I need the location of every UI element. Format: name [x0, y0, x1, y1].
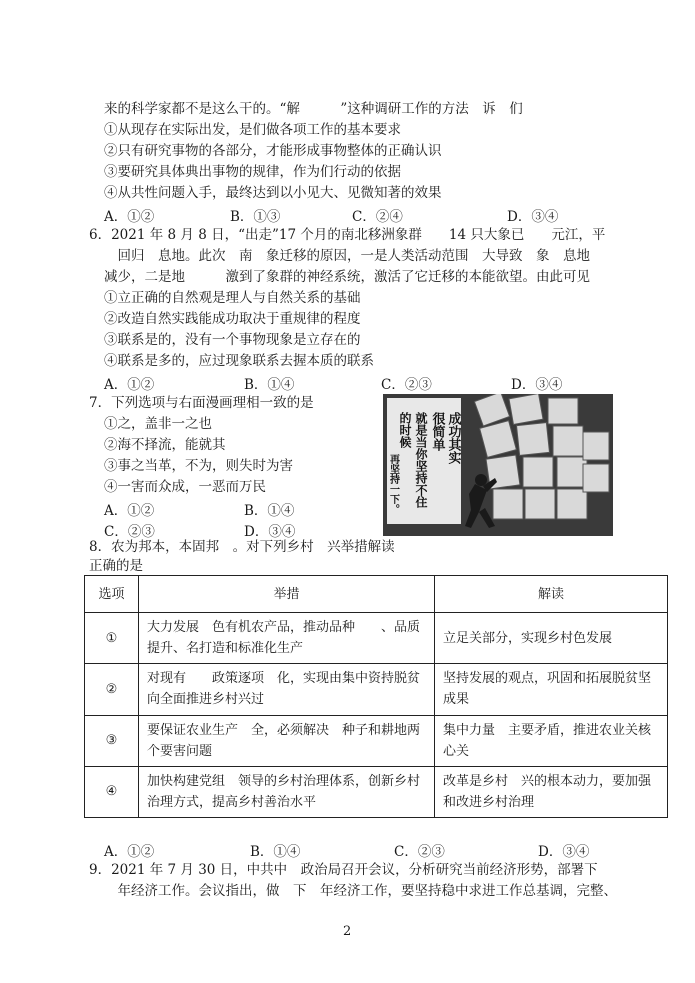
header-reading: 解读 [435, 576, 668, 613]
q7-choice-b[interactable]: B．①④ [244, 503, 295, 519]
row-option: ① [85, 613, 139, 664]
row-reading: 立足关部分，实现乡村色发展 [435, 613, 668, 664]
cartoon-text-1: 成功其实 [445, 412, 461, 464]
row-measure: 要保证农业生产 全，必须解决 种子和耕地两个要害问题 [139, 715, 435, 766]
row-reading: 坚持发展的观点，巩固和拓展脱贫坚成果 [435, 664, 668, 715]
cartoon-image [383, 394, 613, 536]
q7-item-1: ①之，盖非一之也 [104, 416, 212, 432]
q6-item-1: ①立正确的自然观是理人与自然关系的基础 [104, 290, 361, 306]
q6-item-2: ②改造自然实践能成功取决于重规律的程度 [104, 311, 361, 327]
q8-table [84, 575, 668, 818]
row-reading: 改革是乡村 兴的根本动力，要加强和改进乡村治理 [435, 766, 668, 817]
q8-choice-c[interactable]: C．②③ [394, 844, 445, 860]
table-row [85, 715, 668, 766]
row-reading: 集中力量 主要矛盾，推进农业关核心关 [435, 715, 668, 766]
q8-stem-line-2: 正确的是 [89, 558, 143, 574]
q6-item-4: ④联系是多的，应过现象联系去握本质的联系 [104, 353, 374, 369]
q5-choice-b[interactable]: B．①③ [230, 209, 281, 225]
q6-stem-line-1: 6．2021 年 8 月 8 日，“出走”17 个月的南北移洲象群 14 只大象已 元江，平 [89, 227, 606, 243]
q8-choice-d[interactable]: D．③④ [538, 844, 590, 860]
q5-choice-a[interactable]: A．①② [104, 209, 155, 225]
q5-choice-d[interactable]: D．③④ [507, 209, 559, 225]
cartoon-text-3: 就是当你坚持不住 [414, 412, 428, 508]
table-header-row [85, 576, 668, 613]
q6-stem-line-3: 减少，二是地 激到了象群的神经系统，激活了它迁移的本能欲望。由此可见 [104, 269, 590, 285]
q5-item-4: ④从共性问题入手，最终达到以小见大、见微知著的效果 [104, 185, 442, 201]
q6-choice-a[interactable]: A．①② [104, 377, 155, 393]
cartoon-text-4: 的时候 [398, 412, 412, 448]
q5-choice-c[interactable]: C．②④ [352, 209, 403, 225]
row-measure: 对现有 政策逐项 化，实现由集中资持脱贫向全面推进乡村兴过 [139, 664, 435, 715]
q7-stem: 7．下列选项与右面漫画理相一致的是 [89, 395, 314, 411]
q8-choice-b[interactable]: B．①④ [250, 844, 301, 860]
row-measure: 加快构建党组 领导的乡村治理体系，创新乡村治理方式，提高乡村善治水平 [139, 766, 435, 817]
q7-item-4: ④一害而众成，一恶而万民 [104, 479, 266, 495]
q7-choice-a[interactable]: A．①② [104, 503, 155, 519]
q8-stem-line-1: 8．农为邦本，本固邦 。对下列乡村 兴举措解读 [89, 539, 395, 555]
cartoon-text-5: 再坚持一下。 [387, 454, 399, 514]
header-measure: 举措 [139, 576, 435, 613]
q9-stem-line-1: 9．2021 年 7 月 30 日，中共中 政治局召开会议，分析研究当前经济形势，部署下 [89, 862, 598, 878]
q7-choice-c[interactable]: C．②③ [104, 524, 155, 540]
q6-choice-b[interactable]: B．①④ [244, 377, 295, 393]
row-option: ③ [85, 715, 139, 766]
q8-choice-a[interactable]: A．①② [104, 844, 155, 860]
page-number: 2 [343, 924, 352, 939]
row-option: ② [85, 664, 139, 715]
q7-item-2: ②海不择流，能就其 [104, 437, 226, 453]
cartoon-text-2: 很简单 [429, 412, 445, 451]
q6-stem-line-2: 回归 息地。此次 南 象迁移的原因，一是人类活动范围 大导致 象 息地 [104, 248, 590, 264]
table-row [85, 613, 668, 664]
row-measure: 大力发展 色有机农产品，推动品种 、品质提升、名打造和标准化生产 [139, 613, 435, 664]
q9-stem-line-2: 年经济工作。会议指出，做 下 年经济工作，要坚持稳中求进工作总基调，完整、 [104, 883, 617, 899]
q5-stem-continuation: 来的科学家都不是这么干的。“解 ”这种调研工作的方法 诉 们 [104, 101, 523, 117]
q5-item-3: ③要研究具体典出事物的规律，作为们行动的依据 [104, 164, 401, 180]
row-option: ④ [85, 766, 139, 817]
q7-choice-d[interactable]: D．③④ [244, 524, 296, 540]
q5-item-1: ①从现存在实际出发，是们做各项工作的基本要求 [104, 122, 401, 138]
q6-choice-c[interactable]: C．②③ [381, 377, 432, 393]
q6-item-3: ③联系是的，没有一个事物现象是立存在的 [104, 332, 361, 348]
q6-choice-d[interactable]: D．③④ [511, 377, 563, 393]
header-option: 选项 [85, 576, 139, 613]
table-row [85, 766, 668, 817]
q5-item-2: ②只有研究事物的各部分，才能形成事物整体的正确认识 [104, 143, 442, 159]
q7-item-3: ③事之当革，不为，则失时为害 [104, 458, 293, 474]
table-row [85, 664, 668, 715]
